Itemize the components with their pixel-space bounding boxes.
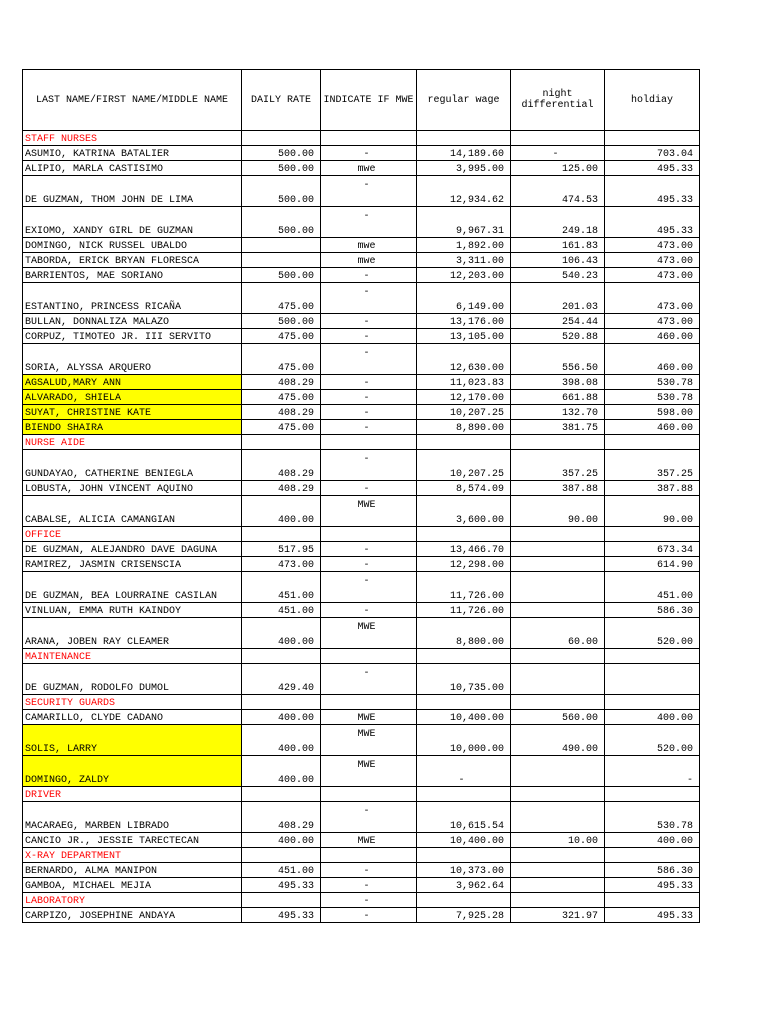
holiday-cell: 703.04 (605, 146, 700, 161)
mwe-cell: MWE (321, 756, 417, 787)
daily-rate-cell: 451.00 (242, 572, 321, 603)
employee-row (23, 161, 700, 176)
employee-row (23, 878, 700, 893)
holiday-cell: 495.33 (605, 878, 700, 893)
daily-rate-cell (242, 893, 321, 908)
mwe-cell: mwe (321, 253, 417, 268)
night-diff-cell (511, 131, 605, 146)
holiday-cell (605, 848, 700, 863)
mwe-cell: - (321, 268, 417, 283)
employee-row (23, 450, 700, 481)
employee-name: ALIPIO, MARLA CASTISIMO (23, 161, 242, 176)
section-label: X-RAY DEPARTMENT (23, 848, 242, 863)
holiday-cell: 400.00 (605, 833, 700, 848)
night-diff-cell: 520.88 (511, 329, 605, 344)
daily-rate-cell (242, 238, 321, 253)
section-label: MAINTENANCE (23, 649, 242, 664)
mwe-cell: - (321, 557, 417, 572)
regular-wage-cell: 10,735.00 (417, 664, 511, 695)
daily-rate-cell (242, 649, 321, 664)
employee-row (23, 253, 700, 268)
employee-row (23, 420, 700, 435)
daily-rate-cell: 475.00 (242, 420, 321, 435)
mwe-cell (321, 649, 417, 664)
regular-wage-cell: 12,298.00 (417, 557, 511, 572)
regular-wage-cell: 3,995.00 (417, 161, 511, 176)
night-diff-cell: 254.44 (511, 314, 605, 329)
mwe-cell: - (321, 802, 417, 833)
employee-name: RAMIREZ, JASMIN CRISENSCIA (23, 557, 242, 572)
payroll-table (22, 69, 700, 923)
daily-rate-cell: 473.00 (242, 557, 321, 572)
holiday-cell: 520.00 (605, 618, 700, 649)
employee-name: VINLUAN, EMMA RUTH KAINDOY (23, 603, 242, 618)
regular-wage-cell: 10,400.00 (417, 710, 511, 725)
regular-wage-cell (417, 435, 511, 450)
daily-rate-cell: 451.00 (242, 863, 321, 878)
night-diff-cell (511, 787, 605, 802)
daily-rate-cell (242, 527, 321, 542)
holiday-cell: 473.00 (605, 283, 700, 314)
daily-rate-cell (242, 695, 321, 710)
night-diff-cell: 540.23 (511, 268, 605, 283)
mwe-cell: mwe (321, 161, 417, 176)
employee-row (23, 375, 700, 390)
regular-wage-cell: 10,207.25 (417, 405, 511, 420)
employee-row (23, 618, 700, 649)
regular-wage-cell: - (417, 756, 511, 787)
employee-name: MACARAEG, MARBEN LIBRADO (23, 802, 242, 833)
mwe-cell: - (321, 314, 417, 329)
holiday-cell: 460.00 (605, 420, 700, 435)
employee-row (23, 481, 700, 496)
regular-wage-cell (417, 695, 511, 710)
daily-rate-cell: 408.29 (242, 375, 321, 390)
daily-rate-cell: 500.00 (242, 176, 321, 207)
employee-name: EXIOMO, XANDY GIRL DE GUZMAN (23, 207, 242, 238)
employee-row (23, 496, 700, 527)
holiday-cell: 473.00 (605, 253, 700, 268)
employee-row (23, 802, 700, 833)
employee-row (23, 863, 700, 878)
regular-wage-cell: 11,726.00 (417, 603, 511, 618)
employee-row (23, 207, 700, 238)
employee-name: CORPUZ, TIMOTEO JR. III SERVITO (23, 329, 242, 344)
holiday-cell (605, 527, 700, 542)
daily-rate-cell (242, 253, 321, 268)
holiday-cell (605, 893, 700, 908)
daily-rate-cell: 408.29 (242, 450, 321, 481)
employee-name: LOBUSTA, JOHN VINCENT AQUINO (23, 481, 242, 496)
employee-name: DOMINGO, NICK RUSSEL UBALDO (23, 238, 242, 253)
regular-wage-cell: 13,176.00 (417, 314, 511, 329)
mwe-cell: - (321, 344, 417, 375)
employee-row (23, 344, 700, 375)
daily-rate-cell: 475.00 (242, 283, 321, 314)
employee-row (23, 908, 700, 923)
regular-wage-cell: 9,967.31 (417, 207, 511, 238)
employee-name: AGSALUD,MARY ANN (23, 375, 242, 390)
employee-row (23, 710, 700, 725)
mwe-cell (321, 527, 417, 542)
regular-wage-cell: 8,574.09 (417, 481, 511, 496)
employee-row (23, 572, 700, 603)
employee-name: BARRIENTOS, MAE SORIANO (23, 268, 242, 283)
daily-rate-cell: 475.00 (242, 344, 321, 375)
section-label: DRIVER (23, 787, 242, 802)
section-label: LABORATORY (23, 893, 242, 908)
regular-wage-cell: 12,934.62 (417, 176, 511, 207)
holiday-cell: 530.78 (605, 375, 700, 390)
mwe-cell: MWE (321, 725, 417, 756)
employee-name: BIENDO SHAIRA (23, 420, 242, 435)
daily-rate-cell: 500.00 (242, 207, 321, 238)
holiday-cell: 357.25 (605, 450, 700, 481)
employee-name: ESTANTINO, PRINCESS RICAÑA (23, 283, 242, 314)
regular-wage-cell: 3,962.64 (417, 878, 511, 893)
regular-wage-cell: 11,023.83 (417, 375, 511, 390)
night-diff-cell: 560.00 (511, 710, 605, 725)
employee-row (23, 390, 700, 405)
regular-wage-cell: 12,170.00 (417, 390, 511, 405)
daily-rate-cell: 400.00 (242, 756, 321, 787)
employee-name: CARPIZO, JOSEPHINE ANDAYA (23, 908, 242, 923)
mwe-cell: MWE (321, 710, 417, 725)
daily-rate-cell: 400.00 (242, 833, 321, 848)
regular-wage-cell: 10,207.25 (417, 450, 511, 481)
regular-wage-cell (417, 527, 511, 542)
night-diff-cell: - (511, 146, 605, 161)
daily-rate-cell: 451.00 (242, 603, 321, 618)
employee-row (23, 314, 700, 329)
header-holiday: holdiay (605, 70, 700, 131)
night-diff-cell (511, 695, 605, 710)
regular-wage-cell (417, 649, 511, 664)
night-diff-cell: 132.70 (511, 405, 605, 420)
night-diff-cell: 474.53 (511, 176, 605, 207)
mwe-cell: - (321, 283, 417, 314)
holiday-cell: 530.78 (605, 390, 700, 405)
daily-rate-cell: 495.33 (242, 908, 321, 923)
night-diff-cell (511, 557, 605, 572)
holiday-cell: 530.78 (605, 802, 700, 833)
daily-rate-cell: 500.00 (242, 146, 321, 161)
mwe-cell (321, 787, 417, 802)
night-diff-cell: 10.00 (511, 833, 605, 848)
header-mwe: INDICATE IF MWE (321, 70, 417, 131)
employee-name: TABORDA, ERICK BRYAN FLORESCA (23, 253, 242, 268)
night-diff-cell: 249.18 (511, 207, 605, 238)
employee-row (23, 238, 700, 253)
night-diff-cell (511, 756, 605, 787)
header-night-differential: night differential (511, 70, 605, 131)
mwe-cell (321, 695, 417, 710)
section-label: NURSE AIDE (23, 435, 242, 450)
mwe-cell: - (321, 603, 417, 618)
night-diff-cell (511, 802, 605, 833)
mwe-cell: - (321, 146, 417, 161)
holiday-cell: 598.00 (605, 405, 700, 420)
regular-wage-cell: 11,726.00 (417, 572, 511, 603)
daily-rate-cell: 475.00 (242, 390, 321, 405)
regular-wage-cell: 3,600.00 (417, 496, 511, 527)
daily-rate-cell: 500.00 (242, 268, 321, 283)
employee-row (23, 405, 700, 420)
mwe-cell (321, 435, 417, 450)
employee-name: GAMBOA, MICHAEL MEJIA (23, 878, 242, 893)
night-diff-cell (511, 527, 605, 542)
regular-wage-cell (417, 131, 511, 146)
holiday-cell: 473.00 (605, 314, 700, 329)
daily-rate-cell (242, 131, 321, 146)
holiday-cell: 473.00 (605, 268, 700, 283)
night-diff-cell (511, 848, 605, 863)
employee-name: ASUMIO, KATRINA BATALIER (23, 146, 242, 161)
regular-wage-cell: 3,311.00 (417, 253, 511, 268)
daily-rate-cell: 517.95 (242, 542, 321, 557)
regular-wage-cell: 10,400.00 (417, 833, 511, 848)
employee-name: SORIA, ALYSSA ARQUERO (23, 344, 242, 375)
holiday-cell: 400.00 (605, 710, 700, 725)
daily-rate-cell: 408.29 (242, 802, 321, 833)
night-diff-cell: 60.00 (511, 618, 605, 649)
regular-wage-cell (417, 787, 511, 802)
regular-wage-cell: 7,925.28 (417, 908, 511, 923)
regular-wage-cell: 8,890.00 (417, 420, 511, 435)
holiday-cell (605, 787, 700, 802)
daily-rate-cell (242, 848, 321, 863)
holiday-cell: 387.88 (605, 481, 700, 496)
mwe-cell: - (321, 390, 417, 405)
mwe-cell: - (321, 176, 417, 207)
night-diff-cell (511, 878, 605, 893)
mwe-cell (321, 848, 417, 863)
section-row (23, 893, 700, 908)
regular-wage-cell (417, 893, 511, 908)
header-regular-wage: regular wage (417, 70, 511, 131)
night-diff-cell: 398.08 (511, 375, 605, 390)
daily-rate-cell (242, 787, 321, 802)
daily-rate-cell: 500.00 (242, 314, 321, 329)
regular-wage-cell (417, 848, 511, 863)
mwe-cell: - (321, 542, 417, 557)
employee-row (23, 725, 700, 756)
daily-rate-cell: 400.00 (242, 618, 321, 649)
employee-name: DE GUZMAN, BEA LOURRAINE CASILAN (23, 572, 242, 603)
holiday-cell: 586.30 (605, 603, 700, 618)
daily-rate-cell: 495.33 (242, 878, 321, 893)
employee-name: ALVARADO, SHIELA (23, 390, 242, 405)
employee-name: CABALSE, ALICIA CAMANGIAN (23, 496, 242, 527)
mwe-cell: MWE (321, 618, 417, 649)
night-diff-cell: 556.50 (511, 344, 605, 375)
section-row (23, 527, 700, 542)
section-row (23, 649, 700, 664)
section-row (23, 848, 700, 863)
holiday-cell: 520.00 (605, 725, 700, 756)
holiday-cell: 673.34 (605, 542, 700, 557)
regular-wage-cell: 12,630.00 (417, 344, 511, 375)
employee-name: CANCIO JR., JESSIE TARECTECAN (23, 833, 242, 848)
regular-wage-cell: 6,149.00 (417, 283, 511, 314)
night-diff-cell (511, 542, 605, 557)
employee-name: GUNDAYAO, CATHERINE BENIEGLA (23, 450, 242, 481)
regular-wage-cell: 1,892.00 (417, 238, 511, 253)
holiday-cell: 460.00 (605, 329, 700, 344)
regular-wage-cell: 13,466.70 (417, 542, 511, 557)
employee-name: DE GUZMAN, THOM JOHN DE LIMA (23, 176, 242, 207)
mwe-cell (321, 131, 417, 146)
night-diff-cell (511, 572, 605, 603)
night-diff-cell: 201.03 (511, 283, 605, 314)
daily-rate-cell: 408.29 (242, 405, 321, 420)
regular-wage-cell: 8,800.00 (417, 618, 511, 649)
mwe-cell: - (321, 572, 417, 603)
night-diff-cell (511, 893, 605, 908)
holiday-cell: 495.33 (605, 161, 700, 176)
night-diff-cell (511, 603, 605, 618)
night-diff-cell (511, 435, 605, 450)
daily-rate-cell: 429.40 (242, 664, 321, 695)
employee-name: DE GUZMAN, ALEJANDRO DAVE DAGUNA (23, 542, 242, 557)
holiday-cell: 460.00 (605, 344, 700, 375)
night-diff-cell: 381.75 (511, 420, 605, 435)
regular-wage-cell: 14,189.60 (417, 146, 511, 161)
section-label: OFFICE (23, 527, 242, 542)
mwe-cell: - (321, 329, 417, 344)
night-diff-cell: 90.00 (511, 496, 605, 527)
section-row (23, 435, 700, 450)
regular-wage-cell: 13,105.00 (417, 329, 511, 344)
employee-row (23, 283, 700, 314)
night-diff-cell: 161.83 (511, 238, 605, 253)
night-diff-cell (511, 649, 605, 664)
employee-row (23, 146, 700, 161)
night-diff-cell: 321.97 (511, 908, 605, 923)
employee-row (23, 833, 700, 848)
holiday-cell: - (605, 756, 700, 787)
employee-row (23, 664, 700, 695)
holiday-cell (605, 435, 700, 450)
holiday-cell (605, 664, 700, 695)
employee-row (23, 329, 700, 344)
employee-row (23, 557, 700, 572)
daily-rate-cell: 500.00 (242, 161, 321, 176)
night-diff-cell: 387.88 (511, 481, 605, 496)
section-row (23, 787, 700, 802)
holiday-cell: 495.33 (605, 207, 700, 238)
employee-name: BULLAN, DONNALIZA MALAZO (23, 314, 242, 329)
employee-name: CAMARILLO, CLYDE CADANO (23, 710, 242, 725)
mwe-cell: mwe (321, 238, 417, 253)
mwe-cell: - (321, 375, 417, 390)
mwe-cell: - (321, 405, 417, 420)
employee-name: SOLIS, LARRY (23, 725, 242, 756)
holiday-cell: 614.90 (605, 557, 700, 572)
section-label: SECURITY GUARDS (23, 695, 242, 710)
night-diff-cell: 661.88 (511, 390, 605, 405)
daily-rate-cell: 400.00 (242, 496, 321, 527)
mwe-cell: - (321, 420, 417, 435)
mwe-cell: - (321, 207, 417, 238)
mwe-cell: MWE (321, 833, 417, 848)
mwe-cell: - (321, 878, 417, 893)
mwe-cell: MWE (321, 496, 417, 527)
holiday-cell: 90.00 (605, 496, 700, 527)
header-row (23, 70, 700, 131)
regular-wage-cell: 10,000.00 (417, 725, 511, 756)
header-name: LAST NAME/FIRST NAME/MIDDLE NAME (23, 70, 242, 131)
employee-name: SUYAT, CHRISTINE KATE (23, 405, 242, 420)
employee-row (23, 603, 700, 618)
section-label: STAFF NURSES (23, 131, 242, 146)
mwe-cell: - (321, 863, 417, 878)
holiday-cell: 451.00 (605, 572, 700, 603)
header-daily-rate: DAILY RATE (242, 70, 321, 131)
night-diff-cell (511, 664, 605, 695)
employee-name: BERNARDO, ALMA MANIPON (23, 863, 242, 878)
daily-rate-cell: 408.29 (242, 481, 321, 496)
night-diff-cell: 125.00 (511, 161, 605, 176)
employee-row (23, 542, 700, 557)
holiday-cell: 495.33 (605, 908, 700, 923)
daily-rate-cell: 400.00 (242, 710, 321, 725)
daily-rate-cell: 400.00 (242, 725, 321, 756)
mwe-cell: - (321, 908, 417, 923)
mwe-cell: - (321, 450, 417, 481)
section-row (23, 695, 700, 710)
night-diff-cell: 490.00 (511, 725, 605, 756)
section-row (23, 131, 700, 146)
employee-row (23, 756, 700, 787)
regular-wage-cell: 12,203.00 (417, 268, 511, 283)
employee-name: DE GUZMAN, RODOLFO DUMOL (23, 664, 242, 695)
mwe-cell: - (321, 664, 417, 695)
employee-row (23, 268, 700, 283)
mwe-cell: - (321, 893, 417, 908)
holiday-cell (605, 131, 700, 146)
night-diff-cell: 357.25 (511, 450, 605, 481)
daily-rate-cell (242, 435, 321, 450)
daily-rate-cell: 475.00 (242, 329, 321, 344)
mwe-cell: - (321, 481, 417, 496)
employee-name: ARANA, JOBEN RAY CLEAMER (23, 618, 242, 649)
regular-wage-cell: 10,373.00 (417, 863, 511, 878)
holiday-cell: 473.00 (605, 238, 700, 253)
holiday-cell: 495.33 (605, 176, 700, 207)
employee-row (23, 176, 700, 207)
holiday-cell (605, 649, 700, 664)
regular-wage-cell: 10,615.54 (417, 802, 511, 833)
holiday-cell: 586.30 (605, 863, 700, 878)
employee-name: DOMINGO, ZALDY (23, 756, 242, 787)
night-diff-cell (511, 863, 605, 878)
holiday-cell (605, 695, 700, 710)
night-diff-cell: 106.43 (511, 253, 605, 268)
